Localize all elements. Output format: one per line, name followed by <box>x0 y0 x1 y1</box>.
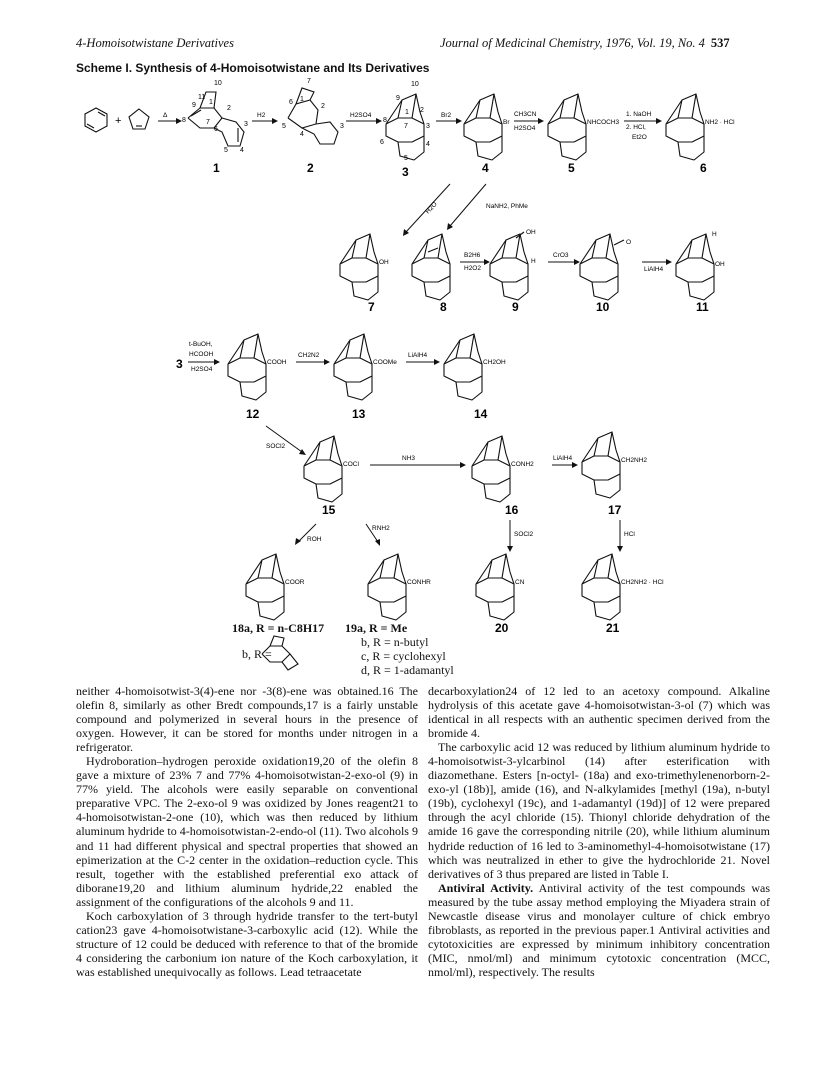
substituent-ch2nh2hcl: CH2NH2 · HCl <box>621 579 664 586</box>
compound-20-structure <box>476 554 514 620</box>
compound-label: 16 <box>505 503 519 517</box>
compound-label: 3 <box>402 165 409 179</box>
substituent-cooh: COOH <box>267 359 287 366</box>
paragraph-text: Antiviral activity of the test compounds was measured by the tube assay method employing the Miyadera strain of Newcastle disease virus and monolayer culture of chick embryo fibroblasts, as reported in the previous paper.1 Antiviral activities and cytotoxicities are expressed by minimum inhibitory concentration (MIC, nmol/ml) and minimum cytotoxic concentration (MCC, nmol/ml), respectively. The results <box>428 880 770 979</box>
arrowhead-8 <box>574 259 580 265</box>
reagent-h2o2: H2O2 <box>464 265 481 272</box>
arrowhead-12 <box>434 359 440 365</box>
atom-num: 1 <box>209 99 213 106</box>
right-column <box>428 684 770 979</box>
reagent-nanh2: NaNH2, PhMe <box>486 203 528 210</box>
atom-num: 6 <box>380 139 384 146</box>
compound-9-structure <box>490 234 528 300</box>
arrowhead-13 <box>460 462 466 468</box>
compound-label: 21 <box>606 621 620 635</box>
atom-num: 7 <box>404 123 408 130</box>
atom-num: 10 <box>214 80 222 87</box>
atom-num: 2 <box>420 107 424 114</box>
compound-15-structure <box>304 436 342 502</box>
compound-16-structure <box>472 436 510 502</box>
compound-label-3: 3 <box>176 357 183 371</box>
paragraph: Koch carboxylation of 3 through hydride transfer to the tert-butyl cation23 gave 4-homoisotwistane-3-carboxylic acid (12). While the structure of 12 could be deduced with reference to that of the bromide 4 considering the carbonium ion nature of the Koch carboxylation, it was established unequivocally as follows. Lead tetraacetate <box>76 908 418 979</box>
reagent-roh: ROH <box>307 536 322 543</box>
reagent-et2o: Et2O <box>632 134 647 141</box>
compound-7-structure <box>340 234 378 300</box>
atom-num: 5 <box>282 123 286 130</box>
scheme-title: Scheme I. Synthesis of 4-Homoisotwistane and Its Derivatives <box>76 61 430 75</box>
atom-num: 9 <box>192 102 196 109</box>
arrowhead-7 <box>484 259 490 265</box>
compound-21-structure <box>582 554 620 620</box>
atom-num: 6 <box>214 126 218 133</box>
compound-12-structure <box>228 334 266 400</box>
paragraph: neither 4-homoisotwist-3(4)-ene nor -3(8)-ene was obtained.16 The olefin 8, similarly as other Bredt compounds,17 is a fairly unstable compound and polymerized in several hours in the presence of oxygen. However, it can be stored for months under nitrogen in a refrigerator. <box>76 684 418 755</box>
compound-label: 20 <box>495 621 509 635</box>
substituent-h: H <box>531 258 536 265</box>
substituent-br: Br <box>503 119 510 126</box>
substituent-ch2nh2: CH2NH2 <box>621 457 648 464</box>
compound-2-structure <box>288 88 338 144</box>
arrowhead-4 <box>456 118 462 124</box>
compound-5-structure <box>548 94 586 160</box>
compound-label: 2 <box>307 161 314 175</box>
compound-4-structure <box>464 94 502 160</box>
atom-num: 7 <box>206 119 210 126</box>
double-bond <box>428 248 438 252</box>
reagent-socl2: SOCl2 <box>266 443 286 450</box>
page-number: 537 <box>710 36 730 50</box>
carbonyl-bond <box>614 240 624 245</box>
legend-line: c, R = cyclohexyl <box>361 649 446 663</box>
reagent-ch3cn: CH3CN <box>514 111 537 118</box>
reagent-lialh4-c: LiAlH4 <box>553 455 573 462</box>
plus-sign: + <box>115 115 122 127</box>
reagent-socl2-b: SOCl2 <box>514 531 534 538</box>
reagent-h2so4-c: H2SO4 <box>191 366 213 373</box>
reagent-tbuoh: t-BuOH, <box>189 341 213 348</box>
cyclopentadiene-structure <box>129 109 149 129</box>
atom-num: 6 <box>289 99 293 106</box>
compound-label: 1 <box>213 161 220 175</box>
reagent-nh3: NH3 <box>402 455 416 462</box>
substituent-cocl: COCl <box>343 461 359 468</box>
reagent-lialh4-b: LiAlH4 <box>408 352 428 359</box>
compound-18-structure <box>246 554 284 620</box>
arrow-nanh2 <box>450 184 486 226</box>
atom-num: 8 <box>383 117 387 124</box>
compound-17-structure <box>582 432 620 498</box>
atom-num: 7 <box>307 78 311 85</box>
arrowhead-hcl <box>617 546 623 552</box>
journal-name: Journal of Medicinal Chemistry, 1976, Vol. 19, No. 4 <box>440 36 705 50</box>
arrowhead-9 <box>666 259 672 265</box>
reagent-hcl: 2. HCl, <box>626 124 646 131</box>
reagent-h2so4: H2SO4 <box>350 112 372 119</box>
cyclohexadiene-structure <box>85 108 107 132</box>
substituent-nh2hcl: NH2 · HCl <box>705 119 735 126</box>
compound-label: 12 <box>246 407 260 421</box>
compound-1-structure <box>188 92 244 146</box>
arrowhead-roh <box>295 538 301 545</box>
legend-19 <box>345 621 454 677</box>
substituent-h: H <box>712 231 717 238</box>
atom-num: 5 <box>404 155 408 162</box>
atom-num: 5 <box>224 147 228 154</box>
atom-num: 4 <box>240 147 244 154</box>
substituent-cn: CN <box>515 579 525 586</box>
substituent-oh: OH <box>526 229 536 236</box>
atom-num: 3 <box>244 121 248 128</box>
atom-num: 3 <box>426 123 430 130</box>
compound-13-structure <box>334 334 372 400</box>
compound-11-structure <box>676 234 714 300</box>
legend-line: d, R = 1-adamantyl <box>361 663 454 677</box>
reagent-delta: Δ <box>163 112 168 119</box>
compound-label: 6 <box>700 161 707 175</box>
substituent-nhcoch3: NHCOCH3 <box>587 119 620 126</box>
compound-14-structure <box>444 334 482 400</box>
substituent-oh: OH <box>379 259 389 266</box>
paragraph <box>428 881 770 979</box>
compound-label: 15 <box>322 503 336 517</box>
atom-num: 3 <box>340 123 344 130</box>
legend-line: 18a, R = n-C8H17 <box>232 621 325 635</box>
substituent-ch2oh: CH2OH <box>483 359 506 366</box>
compound-label: 11 <box>696 300 709 314</box>
reagent-h2o: H2O <box>424 200 439 216</box>
legend-line: b, R = <box>242 647 272 661</box>
atom-num: 4 <box>426 141 430 148</box>
paragraph: decarboxylation24 of 12 led to an acetoxy compound. Alkaline hydrolysis of this acetate gave 4-homoisotwistan-3-ol (7) which was identical in all respects with an authentic specimen derived from the bromide 4. <box>428 684 770 741</box>
legend-18 <box>232 621 324 661</box>
compound-label: 7 <box>368 300 375 314</box>
reagent-br2: Br2 <box>441 112 452 119</box>
arrowhead-socl2 <box>299 449 306 455</box>
reagent-lialh4: LiAlH4 <box>644 266 664 273</box>
atom-num: 1 <box>300 96 304 103</box>
arrowhead-11 <box>324 359 330 365</box>
atom-num: 1 <box>405 109 409 116</box>
compound-label: 8 <box>440 300 447 314</box>
substituent-coor: COOR <box>285 579 305 586</box>
running-title: 4-Homoisotwistane Derivatives <box>76 36 234 50</box>
reagent-hcl-b: HCl <box>624 531 635 538</box>
atom-num: 10 <box>411 81 419 88</box>
reagent-hcooh: HCOOH <box>189 351 214 358</box>
arrowhead-6 <box>656 118 662 124</box>
reagent-cro3: CrO3 <box>553 252 569 259</box>
substituent-oh: OH <box>715 261 725 268</box>
compound-label: 17 <box>608 503 622 517</box>
substituent-coome: COOMe <box>373 359 397 366</box>
paragraph: Hydroboration–hydrogen peroxide oxidation19,20 of the olefin 8 gave a mixture of 23% 7 and 77% 4-homoisotwistan-2-exo-ol (9) in 77% yield. The alcohols were easily separable on conventional preparative VPC. The 2-exo-ol 9 was oxidized by Jones reagent21 to 4-homoisotwistan-2-one (10), which was then reduced by lithium aluminum hydride to 4-homoisotwistan-2-endo-ol (11). Two alcohols 9 and 11 had different physical and spectral properties that showed an epimerization at the C-2 center in the oxidation–reduction cycle. This result, together with the established preferential exo attack of diborane19,20 and lithium aluminum hydride,22 enabled the assignment of the configurations of the alcohols 9 and 11. <box>76 754 418 909</box>
substituent-conh2: CONH2 <box>511 461 534 468</box>
left-column <box>76 684 418 979</box>
atom-num: 11 <box>198 94 206 101</box>
legend-line: b, R = n-butyl <box>361 635 429 649</box>
compound-label: 5 <box>568 161 575 175</box>
arrowhead-5 <box>538 118 544 124</box>
section-heading: Antiviral Activity. <box>438 880 534 895</box>
compound-label: 4 <box>482 161 489 175</box>
substituent-conhr: CONHR <box>407 579 431 586</box>
legend-line: 19a, R = Me <box>345 621 408 635</box>
compound-label: 13 <box>352 407 366 421</box>
reagent-b2h6: B2H6 <box>464 252 481 259</box>
arrowhead-rnh2 <box>375 539 380 546</box>
arrowhead-2 <box>272 118 278 124</box>
reagent-h2so4-b: H2SO4 <box>514 125 536 132</box>
compound-label: 10 <box>596 300 610 314</box>
atom-num: 2 <box>227 105 231 112</box>
paragraph: The carboxylic acid 12 was reduced by lithium aluminum hydride to 4-homoisotwist-3-ylcarbinol (14) after esterification with diazomethane. Esters [n-octyl- (18a) and exo-trimethylenenorborn-2-exo-yl (18b)], amide (16), and N-alkylamides [methyl (19a), n-butyl (19b), cyclohexyl (19c), and 1-adamantyl (19d)] of 12 were prepared through the acyl chloride (15). Thionyl chloride dehydration of the amide 16 gave the corresponding nitrile (20), while lithium aluminum hydride reduction of 16 led to 3-aminomethyl-4-homoisotwistane (17) which was neutralized in ether to give the hydrochloride 21. Novel derivatives of 3 thus prepared are listed in Table I. <box>428 740 770 881</box>
arrowhead-14 <box>572 462 578 468</box>
compound-label: 9 <box>512 300 519 314</box>
atom-num: 4 <box>300 131 304 138</box>
reagent-h2: H2 <box>257 112 266 119</box>
arrowhead-10 <box>214 359 220 365</box>
reagent-naoh: 1. NaOH <box>626 111 652 118</box>
compound-label: 14 <box>474 407 488 421</box>
compound-6-structure <box>666 94 704 160</box>
compound-8-structure <box>412 234 450 300</box>
atom-num: 9 <box>396 95 400 102</box>
substituent-o: O <box>626 239 632 246</box>
arrowhead-socl2-b <box>507 546 513 552</box>
atom-num: 8 <box>182 117 186 124</box>
compound-10-structure <box>580 234 618 300</box>
reagent-rnh2: RNH2 <box>372 525 390 532</box>
arrowhead-3 <box>376 118 382 124</box>
compound-19-structure <box>368 554 406 620</box>
reagent-ch2n2: CH2N2 <box>298 352 320 359</box>
atom-num: 2 <box>321 103 325 110</box>
